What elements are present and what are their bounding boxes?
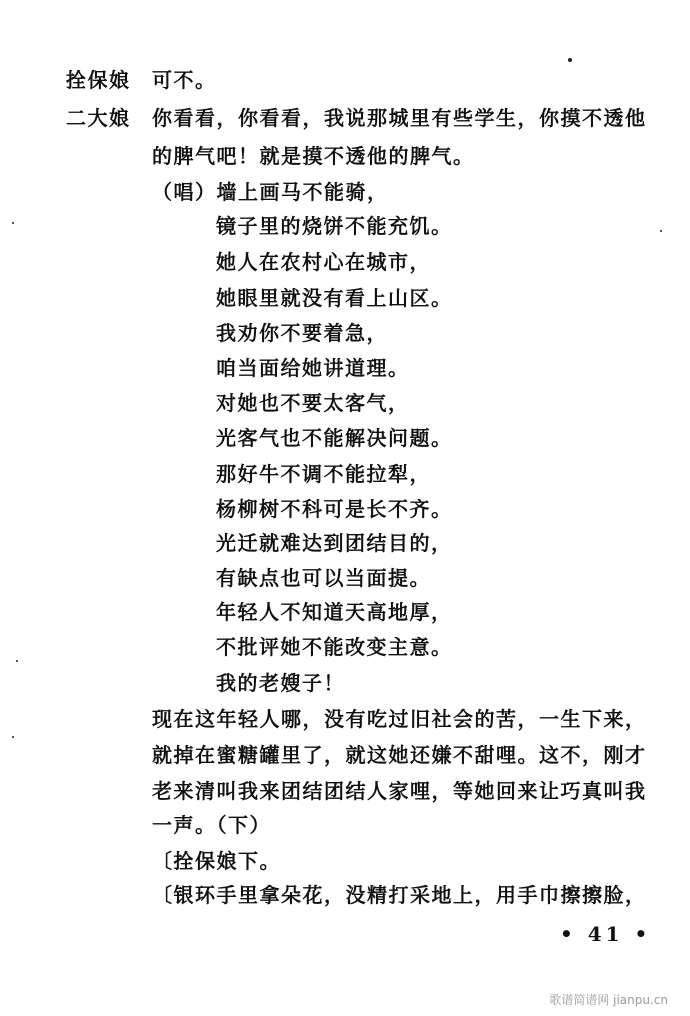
scan-speck [568, 58, 572, 62]
prose-line: 就掉在蜜糖罐里了，就这她还嫌不甜哩。这不，刚才 [152, 743, 647, 767]
song-line: 光客气也不能解决问题。 [216, 426, 453, 450]
dialogue-text: 可不。 [152, 68, 217, 92]
prose-line: 一声。（下） [152, 813, 271, 837]
song-line: 咱当面给她讲道理。 [216, 356, 410, 380]
page-number: • 41 • [560, 922, 652, 946]
prose-line: 老来清叫我来团结团结人家哩，等她回来让巧真叫我 [152, 779, 647, 803]
song-line: 那好牛不调不能拉犁， [216, 462, 431, 486]
speaker-name: 二大娘 [66, 106, 131, 130]
song-line: 杨柳树不科可是长不齐。 [216, 497, 453, 521]
speaker-name: 拴保娘 [66, 68, 131, 92]
song-line: 光迁就难达到团结目的， [216, 531, 453, 555]
dialogue-continuation: 的脾气吧！就是摸不透他的脾气。 [152, 144, 475, 168]
song-line: 她人在农村心在城市， [216, 250, 431, 274]
stage-direction: 〔银环手里拿朵花，没精打采地上，用手巾擦擦脸， [152, 883, 647, 907]
scan-speck [16, 660, 18, 662]
song-line: 我的老嫂子！ [216, 671, 345, 695]
scan-speck [660, 230, 662, 232]
song-line: 对她也不要太客气， [216, 391, 410, 415]
song-line: 镜子里的烧饼不能充饥。 [216, 214, 453, 238]
site-watermark: 歌谱简谱网 jianpu.cn [549, 993, 668, 1007]
stage-direction: 〔拴保娘下。 [152, 849, 281, 873]
sing-intro: （唱）墙上画马不能骑， [152, 180, 389, 204]
song-line: 不批评她不能改变主意。 [216, 635, 453, 659]
scan-speck [12, 222, 14, 224]
dialogue-text: 你看看，你看看，我说那城里有些学生，你摸不透他 [152, 106, 647, 130]
scan-speck [12, 736, 14, 738]
prose-line: 现在这年轻人哪，没有吃过旧社会的苦，一生下来， [152, 707, 647, 731]
song-line: 我劝你不要着急， [216, 321, 388, 345]
song-line: 年轻人不知道天高地厚， [216, 600, 453, 624]
song-line: 她眼里就没有看上山区。 [216, 286, 453, 310]
song-line: 有缺点也可以当面提。 [216, 566, 431, 590]
